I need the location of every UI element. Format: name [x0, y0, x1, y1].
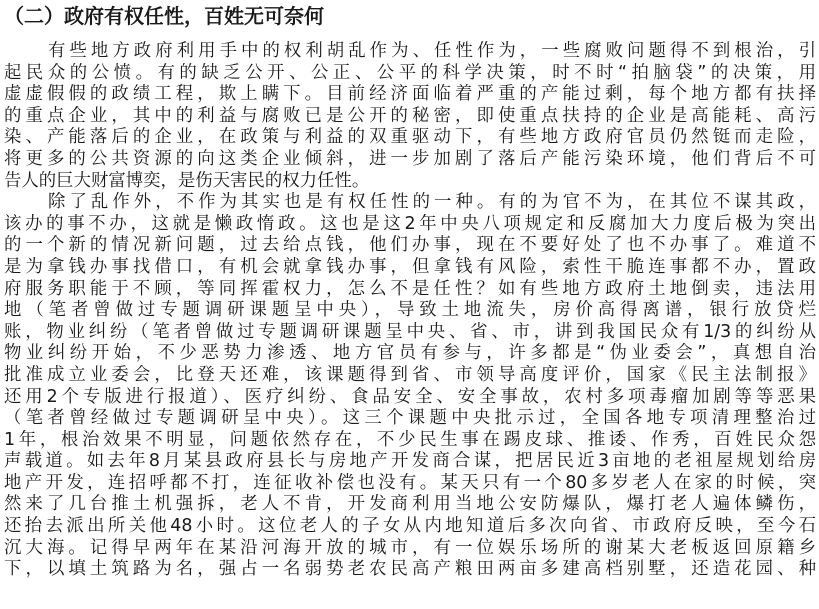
body-text [4, 41, 816, 581]
text-line: 还抬去派出所关他48小时。这位老人的子女从内地知道后多次向省、市政府反映，至今石 [4, 516, 816, 537]
text-line: 该办的事不办，这就是懒政惰政。这也是这2年中央八项规定和反腐加大力度后极为突出 [4, 213, 816, 234]
paragraph-2 [4, 192, 816, 581]
text-line: 物业纠纷开始，不少恶势力渗透、地方官员有参与，许多都是“伪业委会”，真想自治 [4, 343, 816, 364]
text-line: 还用2个专版进行报道）、医疗纠纷、食品安全、安全事故，农村多项毒瘤加剧等等恶果 [4, 386, 816, 407]
text-line: 下，以填土筑路为名，强占一名弱势老农民高产粮田两亩多建高档别墅，还造花园、种 [4, 559, 816, 580]
text-line: 起民众的公愤。有的缺乏公开、公正、公平的科学决策，时不时“拍脑袋”的决策，用 [4, 62, 816, 83]
text-line: 地产开发，连招呼都不打，连征收补偿也没有。某天只有一个80多岁老人在家的时候，突 [4, 472, 816, 493]
text-line: 府服务职能于不顾，等同挥霍权力，怎么不是任性？如有些地方政府土地倒卖，违法用 [4, 278, 816, 299]
text-line: 账，物业纠纷（笔者曾做过专题调研课题呈中央、省、市，讲到我国民众有1/3的纠纷从 [4, 321, 816, 342]
text-line: 声载道。如去年8月某县政府县长与房地产开发商合谋，把居民近3亩地的老祖屋规划给房 [4, 451, 816, 472]
text-line: 告人的巨大财富博奕，是伤天害民的权力任性。 [4, 170, 370, 191]
text-line: 除了乱作外，不作为其实也是有权任性的一种。有的为官不为，在其位不谋其政， [48, 192, 816, 213]
text-line: 批准成立业委会，比登天还难，该课题得到省、市领导高度评价，国家《民主法制报》 [4, 364, 816, 385]
text-line: 的一个新的情况新问题，过去给点钱，他们办事，现在不要好处了也不办事了。难道不 [4, 235, 816, 256]
text-line: 1年，根治效果不明显，问题依然存在，不少民生事在踢皮球、推诿、作秀，百姓民众怨 [4, 429, 816, 450]
text-line: 沉大海。记得早两年在某沿河海开放的城市，有一位娱乐场所的谢某大老板返回原籍乡 [4, 537, 816, 558]
text-line: 虚虚假假的政绩工程，欺上瞒下。目前经济面临着严重的产能过剩，每个地方都有扶择 [4, 84, 816, 105]
text-line: 染、产能落后的企业，在政策与利益的双重驱动下，有些地方政府官员仍然铤而走险， [4, 127, 816, 148]
text-line: 有些地方政府利用手中的权利胡乱作为、任性作为，一些腐败问题得不到根治，引 [48, 41, 816, 61]
text-line: （笔者曾经做过专题调研呈中央）。这三个课题中央批示过，全国各地专项清理整治过 [4, 408, 816, 429]
text-line: 然来了几台推土机强拆，老人不肯，开发商利用当地公安防爆队，爆打老人遍体鳞伤， [4, 494, 816, 515]
text-line: 地（笔者曾做过专题调研课题呈中央），导致土地流失，房价高得离谱，银行放贷烂 [4, 300, 816, 321]
text-line: 将更多的公共资源的向这类企业倾斜，进一步加剧了落后产能污染环境，他们背后不可 [4, 148, 816, 169]
text-line: 是为拿钱办事找借口，有机会就拿钱办事，但拿钱有风险，索性干脆连事都不办，置政 [4, 256, 816, 277]
text-line: 的重点企业，其中的利益与腐败已是公开的秘密，即使重点扶持的企业是高能耗、高污 [4, 105, 816, 126]
section-heading: （二）政府有权任性，百姓无可奈何 [4, 4, 324, 28]
paragraph-1 [4, 41, 816, 192]
